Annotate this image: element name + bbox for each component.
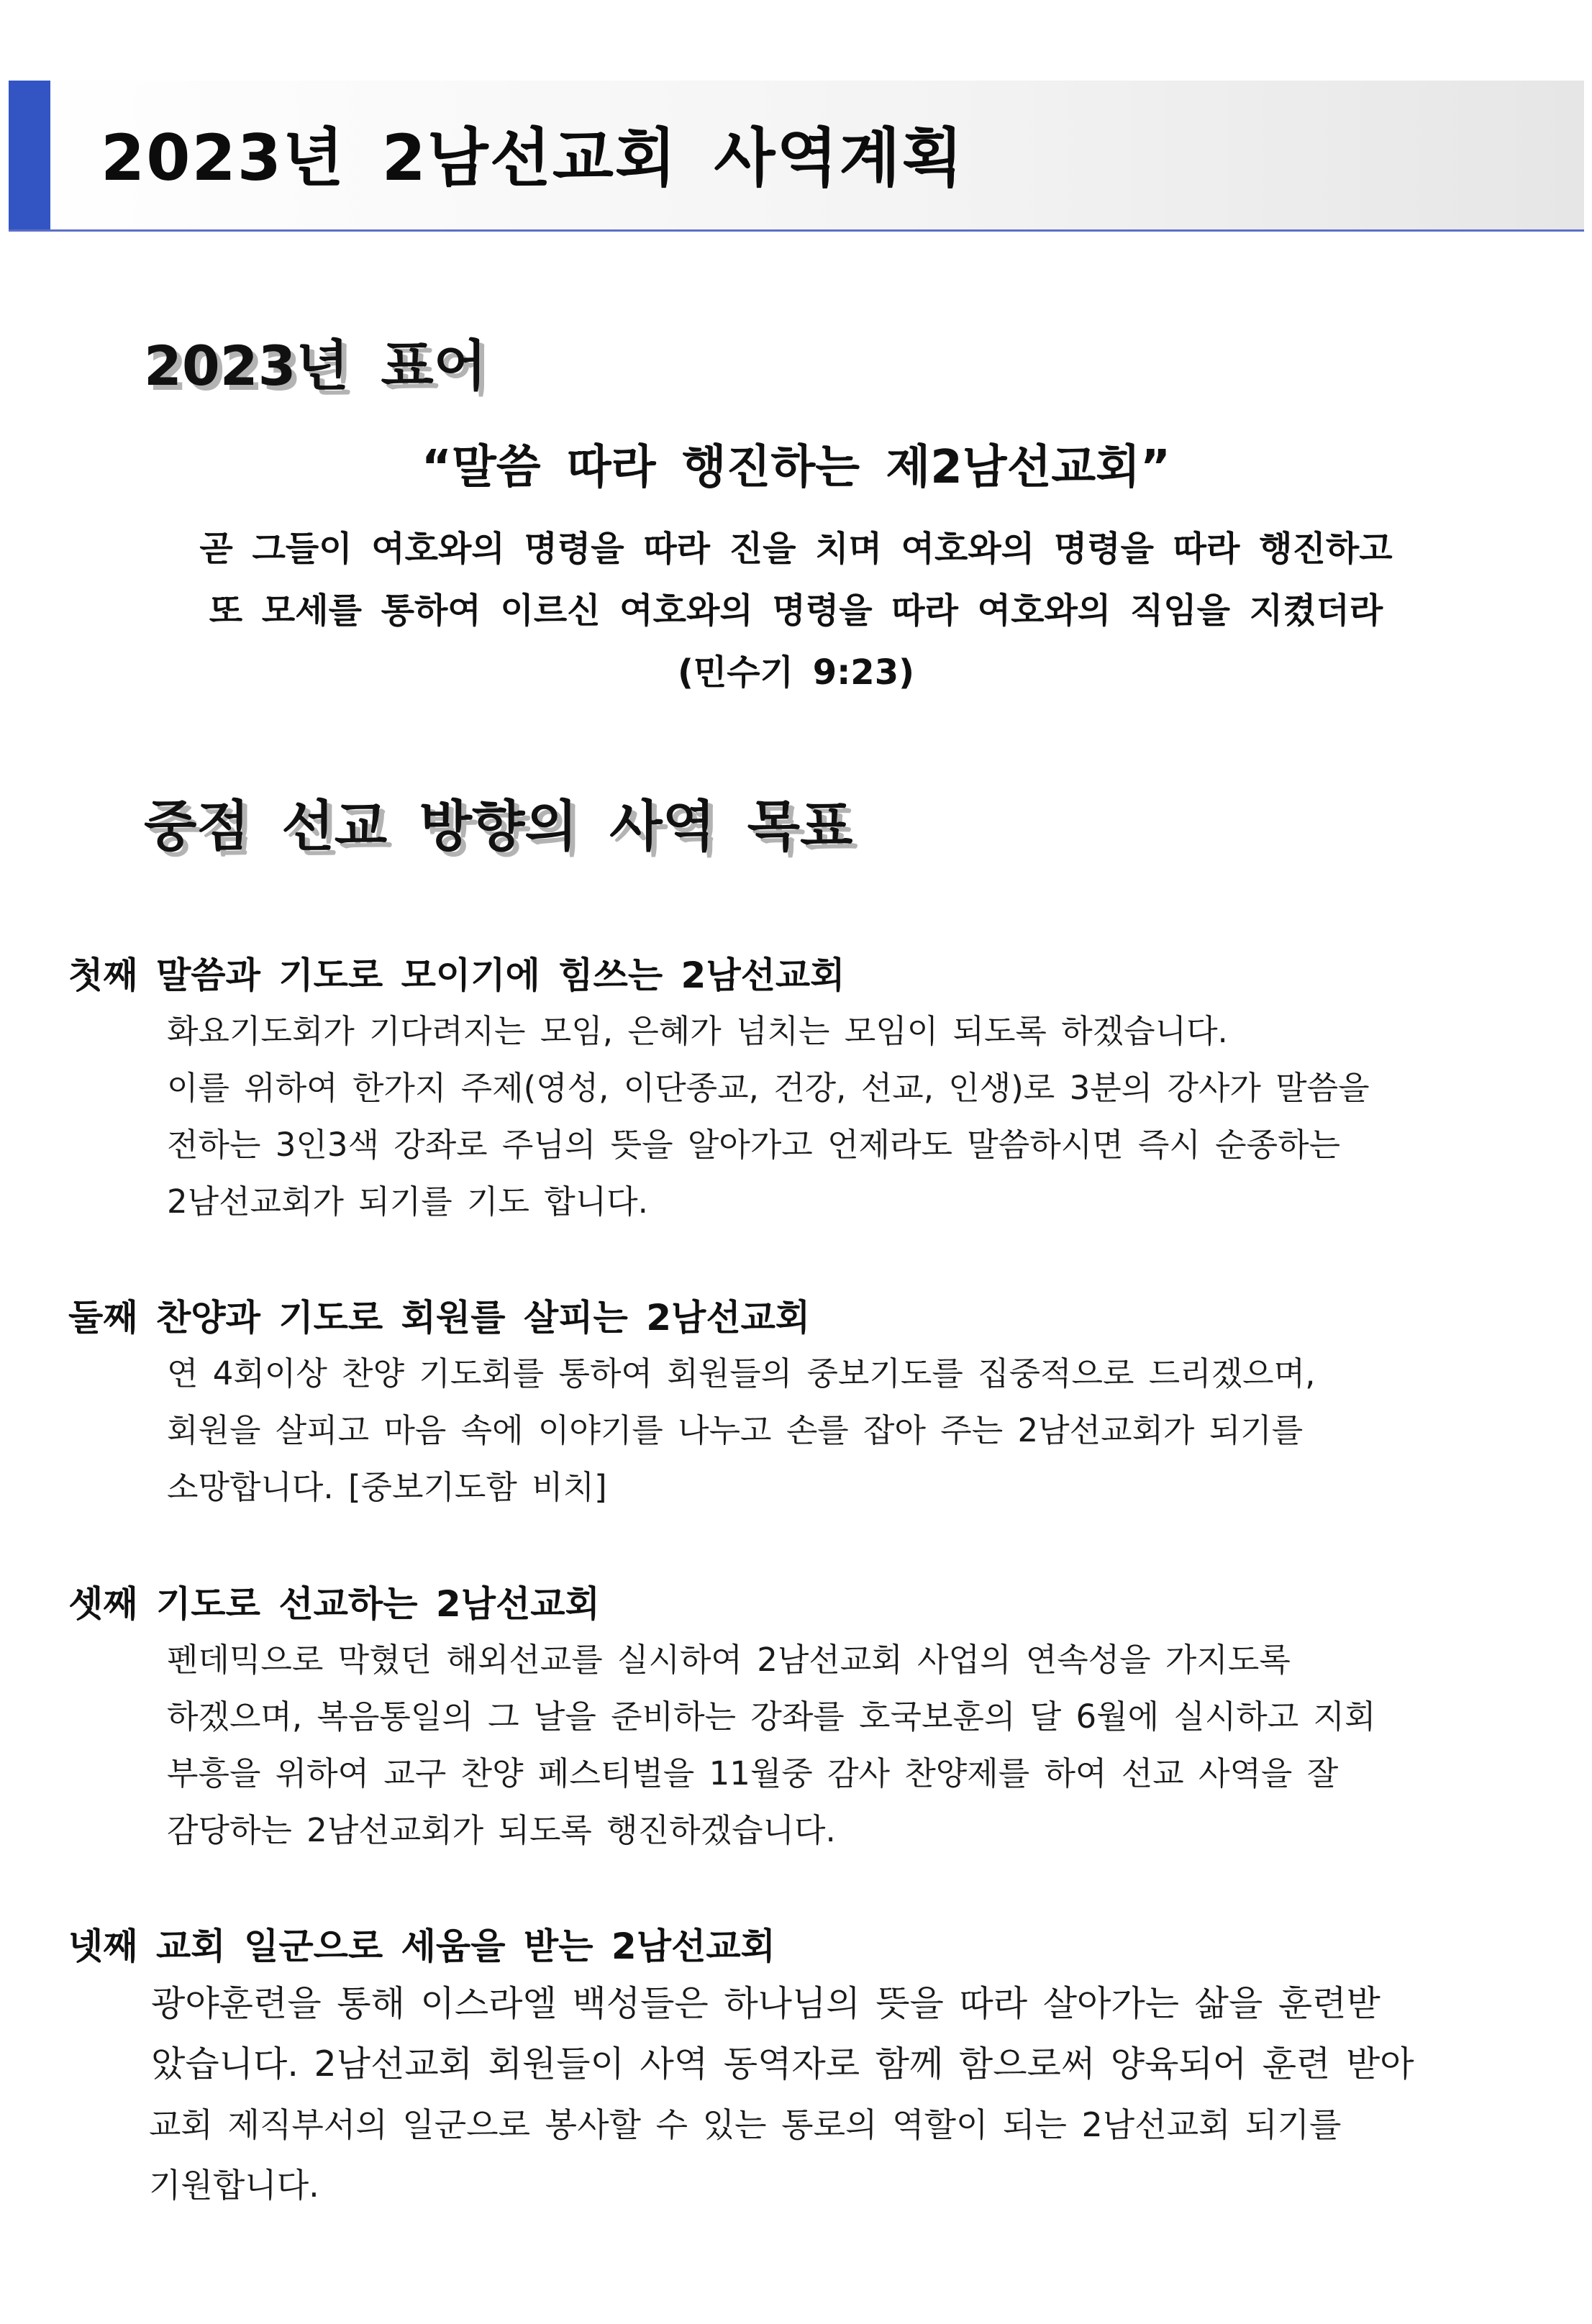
motto-heading: 2023년 표어 bbox=[144, 334, 487, 398]
title-banner bbox=[9, 81, 1584, 232]
goals-heading: 중점 선교 방향의 사역 목표 bbox=[144, 794, 853, 858]
goal-line: 펜데믹으로 막혔던 해외선교를 실시하여 2남선교회 사업의 연속성을 가지도록 bbox=[167, 1641, 1291, 1679]
verse-reference: (민수기 9:23) bbox=[677, 652, 915, 693]
goal-line: 광야훈련을 통해 이스라엘 백성들은 하나님의 뜻을 따라 살아가는 삶을 훈련받 bbox=[151, 1983, 1381, 2024]
goal-line: 교회 제직부서의 일군으로 봉사할 수 있는 통로의 역할이 되는 2남선교회 되기를 bbox=[149, 2105, 1342, 2144]
goal-2-title: 둘째 찬양과 기도로 회원를 살피는 2남선교회 bbox=[68, 1297, 811, 1339]
goal-line: 회원을 살피고 마음 속에 이야기를 나누고 손를 잡아 주는 2남선교회가 되기를 bbox=[167, 1411, 1304, 1449]
goal-line: 소망합니다. [중보기도함 비치] bbox=[167, 1468, 607, 1506]
goal-line: 기원합니다. bbox=[149, 2166, 319, 2205]
goal-3-body bbox=[167, 1631, 1376, 1859]
goal-line: 았습니다. 2남선교회 회원들이 사역 동역자로 함께 함으로써 양육되어 훈련 받아 bbox=[151, 2043, 1414, 2084]
goal-line: 2남선교회가 되기를 기도 합니다. bbox=[167, 1182, 648, 1221]
goal-line: 부흥을 위하여 교구 찬양 페스티벌을 11월중 감사 찬양제를 하여 선교 사역을 잘 bbox=[167, 1754, 1339, 1792]
page-title: 2023년 2남선교회 사역계획 bbox=[101, 121, 965, 195]
goal-line: 전하는 3인3색 강좌로 주님의 뜻을 알아가고 언제라도 말씀하시면 즉시 순종하는 bbox=[167, 1126, 1341, 1164]
goal-4-title: 넷째 교회 일군으로 세움을 받는 2남선교회 bbox=[68, 1926, 775, 1967]
scripture-verse bbox=[0, 518, 1592, 703]
goal-line: 감당하는 2남선교회가 되도록 행진하겠습니다. bbox=[167, 1811, 836, 1849]
verse-line: 또 모세를 통하여 이르신 여호와의 명령을 따라 여호와의 직임을 지켰더라 bbox=[209, 591, 1383, 631]
goal-1-body bbox=[167, 1003, 1370, 1230]
motto-text: “말씀 따라 행진하는 제2남선교회” bbox=[421, 441, 1171, 494]
verse-line: 곧 그들이 여호와의 명령을 따라 진을 치며 여호와의 명령을 따라 행진하고 bbox=[199, 529, 1393, 569]
goal-2-body bbox=[167, 1345, 1315, 1516]
goal-line: 연 4회이상 찬양 기도회를 통하여 회원들의 중보기도를 집중적으로 드리겠으며, bbox=[167, 1354, 1316, 1393]
goal-3-title: 셋째 기도로 선교하는 2남선교회 bbox=[68, 1583, 600, 1625]
goal-line: 하겠으며, 복음통일의 그 날을 준비하는 강좌를 호국보훈의 달 6월에 실시하고 지회 bbox=[167, 1698, 1376, 1736]
goal-line: 화요기도회가 기다려지는 모임, 은혜가 넘치는 모임이 되도록 하겠습니다. bbox=[167, 1012, 1228, 1050]
goal-4-body bbox=[151, 1974, 1414, 2215]
goal-1-title: 첫째 말씀과 기도로 모이기에 힘쓰는 2남선교회 bbox=[68, 954, 845, 996]
goal-line: 이를 위하여 한가지 주제(영성, 이단종교, 건강, 선교, 인생)로 3분의 강사가 말씀을 bbox=[167, 1069, 1370, 1107]
title-accent-bar bbox=[9, 81, 50, 229]
